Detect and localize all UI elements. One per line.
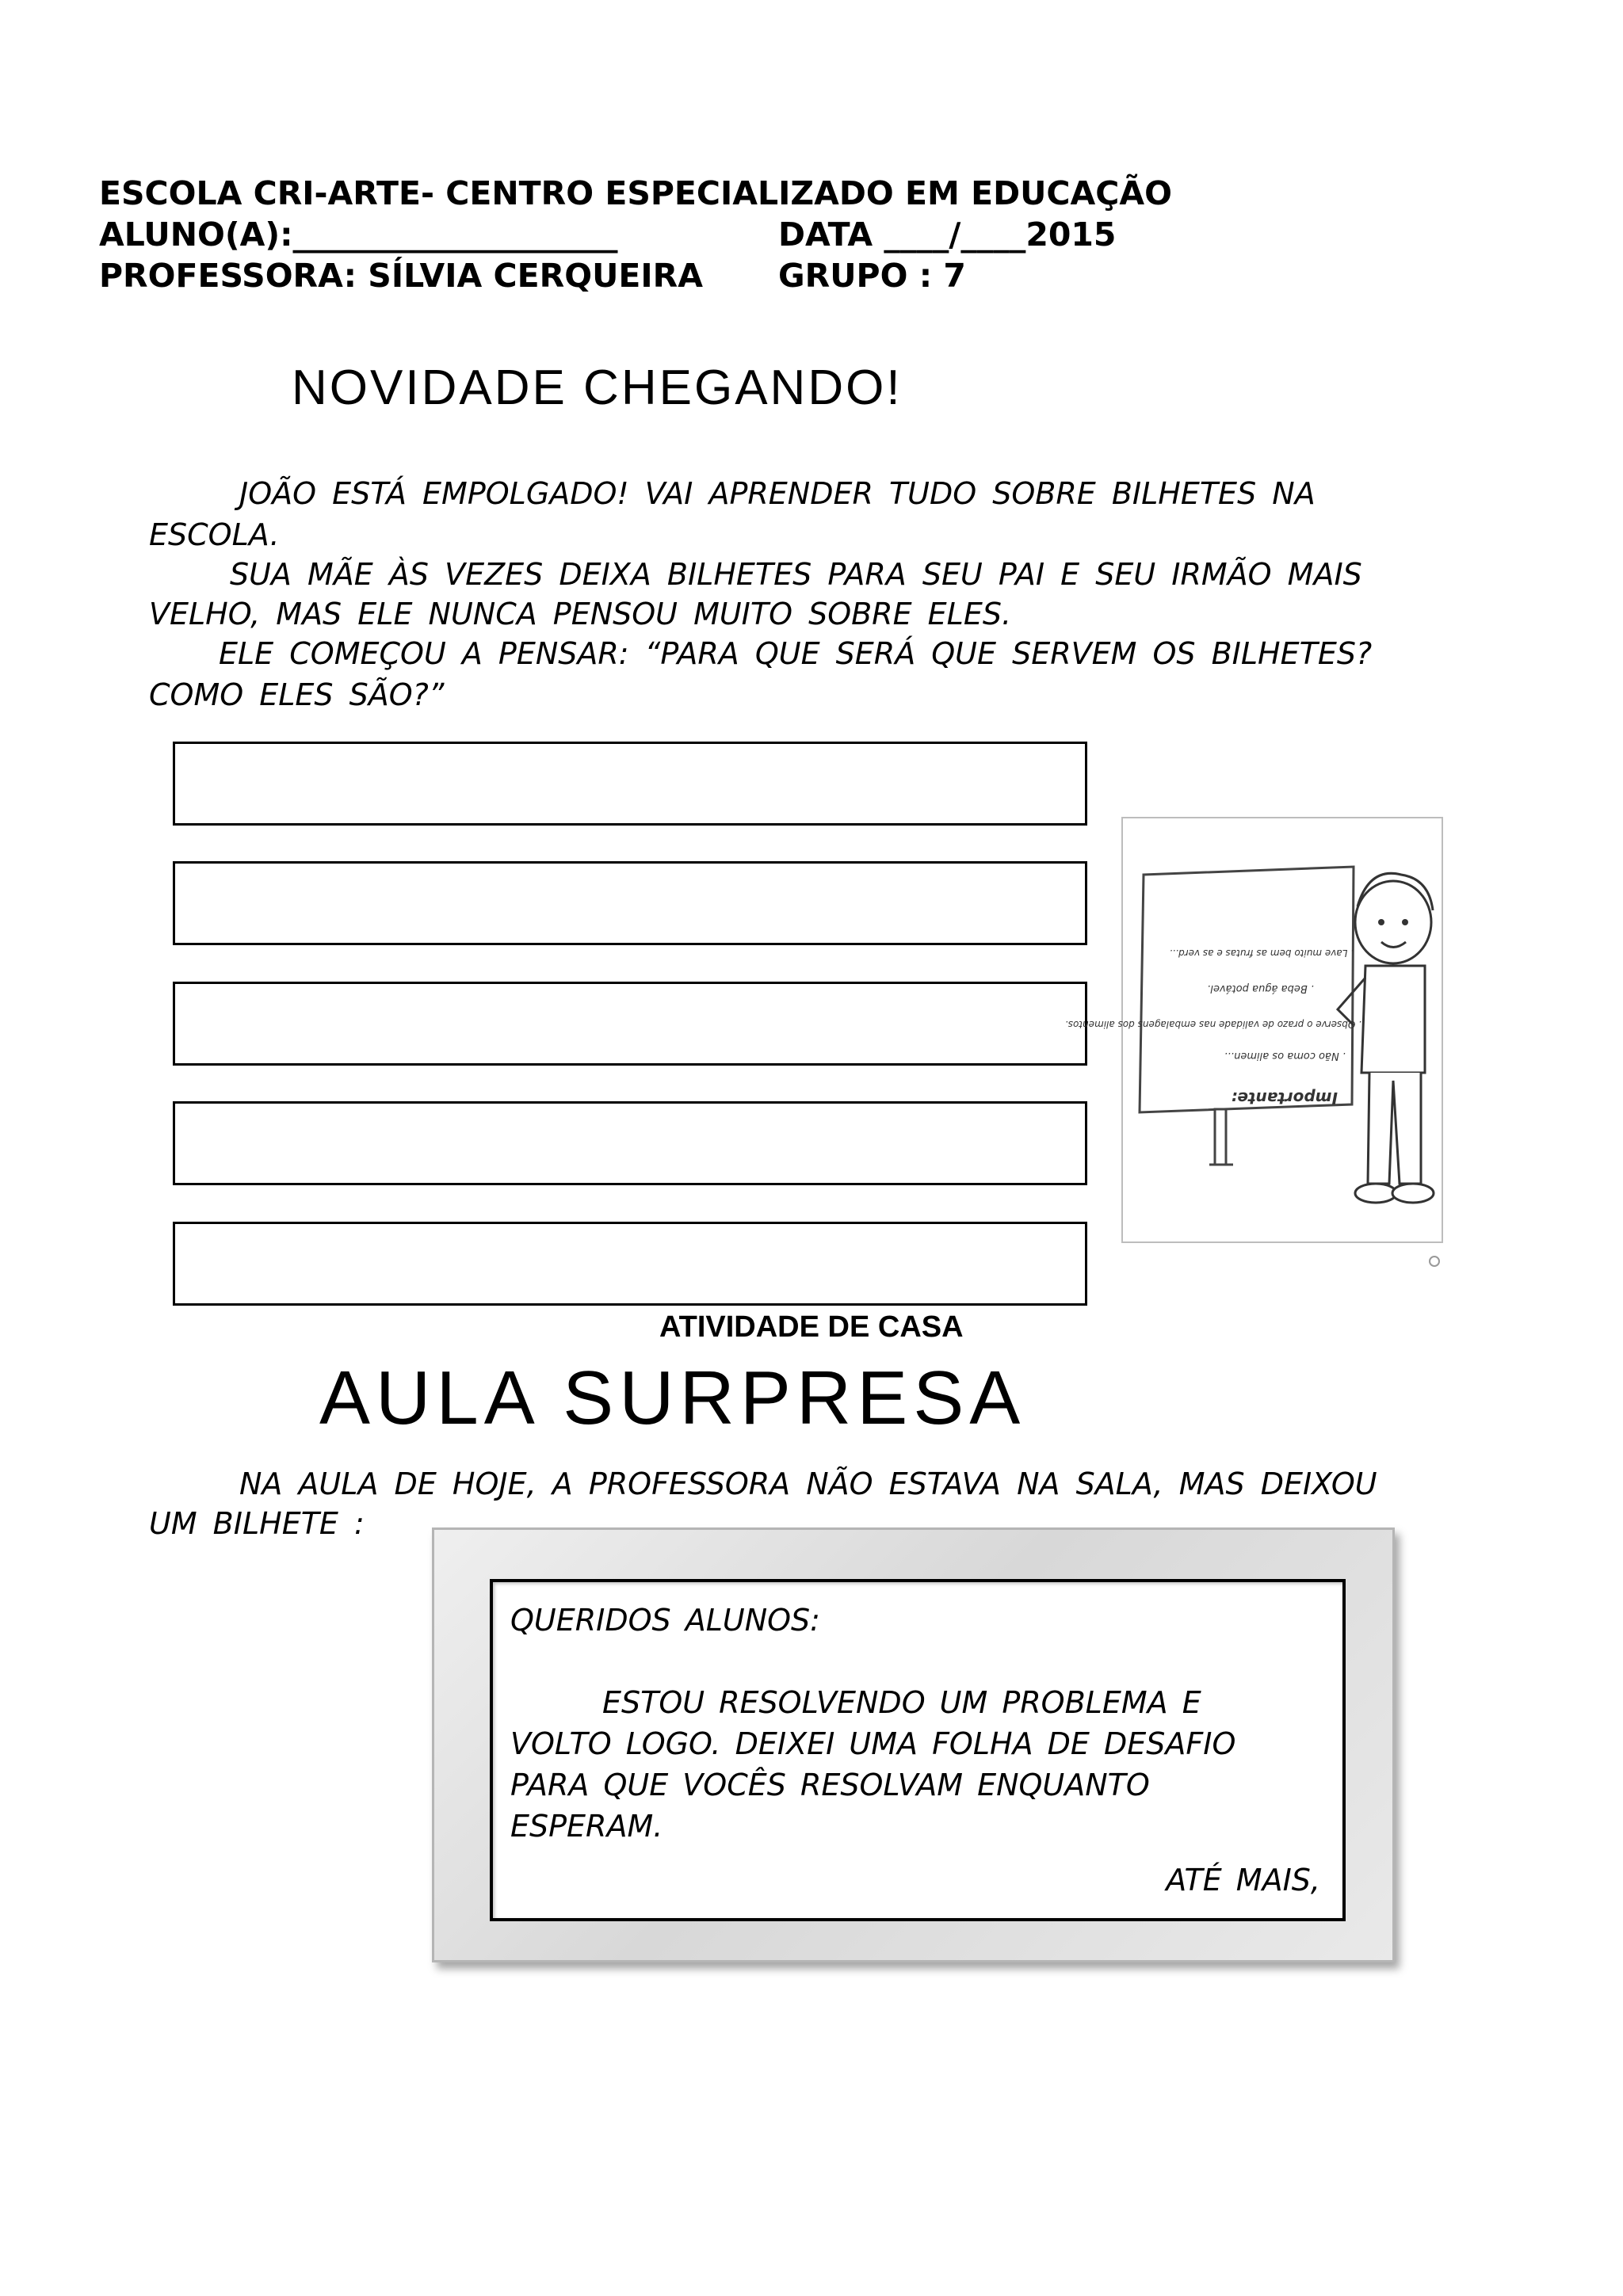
paragraph-line: UM BILHETE : [149, 1506, 365, 1541]
note-line: ESTOU RESOLVENDO UM PROBLEMA E [602, 1685, 1201, 1720]
school-name: ESCOLA CRI-ARTE- CENTRO ESPECIALIZADO EM EDUCAÇÃO [99, 174, 1172, 212]
answer-box-2[interactable] [173, 861, 1087, 945]
illustration-item: . Lave muito bem as frutas e as verd... [1169, 948, 1354, 959]
note-line: PARA QUE VOCÊS RESOLVAM ENQUANTO [510, 1768, 1150, 1802]
note-line: ESPERAM. [510, 1809, 663, 1844]
paragraph-line: ESCOLA. [149, 517, 280, 552]
paragraph-line: SUA MÃE ÀS VEZES DEIXA BILHETES PARA SEU PAI E SEU IRMÃO MAIS [230, 557, 1362, 592]
section-subtitle: ATIVIDADE DE CASA [659, 1310, 964, 1344]
note-frame [432, 1527, 1395, 1962]
illustration-item: . Não coma os alimen... [1224, 1050, 1346, 1062]
date-field[interactable]: DATA ____/____2015 [778, 215, 1117, 254]
section-title-aula-surpresa: AULA SURPRESA [319, 1356, 1026, 1440]
illustration-title: Importante: [1231, 1089, 1338, 1108]
paragraph-line: ELE COMEÇOU A PENSAR: “PARA QUE SERÁ QUE SERVEM OS BILHETES? [219, 636, 1373, 671]
paragraph-line: JOÃO ESTÁ EMPOLGADO! VAI APRENDER TUDO SOBRE BILHETES NA [239, 476, 1316, 511]
note-board [490, 1579, 1346, 1921]
paragraph-line: NA AULA DE HOJE, A PROFESSORA NÃO ESTAVA NA SALA, MAS DEIXOU [239, 1466, 1377, 1501]
section-title-novidade: NOVIDADE CHEGANDO! [292, 360, 903, 415]
note-line: VOLTO LOGO. DEIXEI UMA FOLHA DE DESAFIO [510, 1726, 1236, 1761]
illustration-item: . Beba água potável. [1207, 982, 1314, 994]
note-greeting: QUERIDOS ALUNOS: [510, 1603, 820, 1638]
illustration-item: . Observe o prazo de validade nas embalagens dos alimentos. [1064, 1019, 1361, 1030]
answer-box-5[interactable] [173, 1222, 1087, 1306]
answer-box-4[interactable] [173, 1101, 1087, 1185]
group-label: GRUPO : 7 [778, 257, 966, 295]
teacher-name: PROFESSORA: SÍLVIA CERQUEIRA [99, 257, 703, 295]
boy-with-board-illustration [1064, 811, 1449, 1279]
answer-box-3[interactable] [173, 982, 1087, 1066]
note-closing: ATÉ MAIS, [1166, 1863, 1320, 1897]
paragraph-line: VELHO, MAS ELE NUNCA PENSOU MUITO SOBRE ELES. [149, 597, 1012, 631]
answer-box-1[interactable] [173, 742, 1087, 826]
paragraph-line: COMO ELES SÃO?” [149, 677, 445, 712]
student-name-field[interactable]: ALUNO(A):____________________ [99, 215, 618, 254]
